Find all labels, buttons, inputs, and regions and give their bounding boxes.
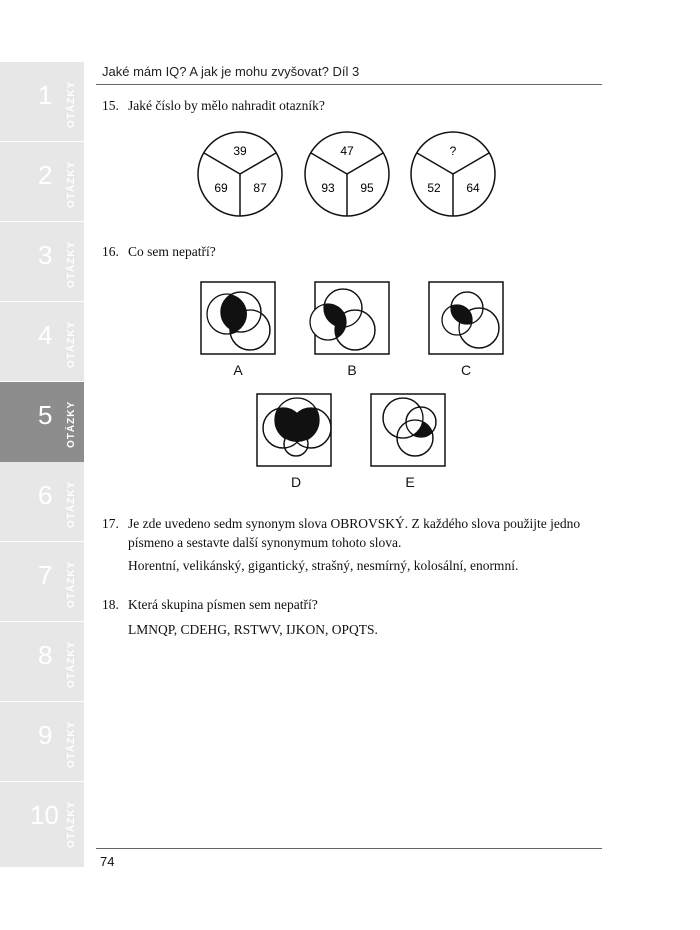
page-number: 74: [100, 854, 115, 869]
number-circles-figure: [195, 130, 505, 222]
circle-right-value: 87: [253, 181, 267, 195]
tab-label: OTÁZKY: [66, 640, 77, 688]
footer-divider: [96, 848, 602, 849]
tab-number: 6: [38, 480, 53, 510]
tab-3[interactable]: [0, 222, 84, 302]
question-15: [102, 96, 325, 116]
circle-top-value: ?: [449, 144, 457, 158]
venn-figure-d[interactable]: [257, 394, 331, 466]
tab-label: OTÁZKY: [66, 320, 77, 368]
tab-label: OTÁZKY: [66, 720, 77, 768]
tab-number: 8: [38, 640, 53, 670]
tab-label: OTÁZKY: [66, 80, 77, 128]
tab-7[interactable]: [0, 542, 84, 622]
tab-9[interactable]: [0, 702, 84, 782]
tab-number: 2: [38, 160, 53, 190]
figure-label-a: A: [233, 362, 243, 378]
number-circle-2: [305, 132, 389, 216]
tab-4[interactable]: [0, 302, 84, 382]
question-text-line-1: Je zde uvedeno sedm synonym slova OBROVSKÝ. Z každého slova použijte jedno: [128, 516, 581, 531]
circle-left-value: 93: [321, 181, 335, 195]
venn-figure-e[interactable]: [371, 394, 445, 466]
question-18-letter-groups: LMNQP, CDEHG, RSTWV, IJKON, OPQTS.: [128, 622, 378, 637]
tab-6[interactable]: [0, 462, 84, 542]
question-18: [102, 595, 318, 615]
tab-number: 3: [38, 240, 53, 270]
question-number: 17.: [102, 516, 119, 531]
question-17-words: Horentní, velikánský, gigantický, strašný, nesmírný, kolosální, enormní.: [128, 558, 519, 573]
venn-figure-b[interactable]: [310, 282, 389, 354]
chapter-tabs: [0, 62, 84, 867]
tab-label: OTÁZKY: [66, 240, 77, 288]
tab-10[interactable]: [0, 782, 84, 862]
circle-top-value: 39: [233, 144, 247, 158]
tab-label: OTÁZKY: [66, 560, 77, 608]
tab-label: OTÁZKY: [66, 480, 77, 528]
tab-label: OTÁZKY: [66, 800, 77, 848]
tab-1[interactable]: [0, 62, 84, 142]
question-text: Která skupina písmen sem nepatří?: [128, 597, 318, 612]
tab-number: 10: [30, 800, 59, 830]
tab-2[interactable]: [0, 142, 84, 222]
question-number: 18.: [102, 597, 119, 612]
question-text: Co sem nepatří?: [128, 244, 216, 259]
tab-number: 5: [38, 400, 53, 430]
figure-label-d: D: [290, 474, 302, 490]
question-17-line-2: písmeno a sestavte další synonymum tohoto slova.: [128, 535, 402, 550]
question-number: 15.: [102, 98, 119, 113]
tab-number: 4: [38, 320, 53, 350]
question-text: Jaké číslo by mělo nahradit otazník?: [128, 98, 325, 113]
tab-number: 9: [38, 720, 53, 750]
question-16: [102, 242, 216, 262]
venn-figure-a[interactable]: [201, 282, 275, 354]
circle-right-value: 95: [360, 181, 374, 195]
circle-right-value: 64: [466, 181, 480, 195]
circle-top-value: 47: [340, 144, 354, 158]
number-circle-1: [198, 132, 282, 216]
tab-number: 7: [38, 560, 53, 590]
number-circle-3: [411, 132, 495, 216]
figure-label-c: C: [460, 362, 472, 378]
question-17: [102, 514, 580, 534]
figure-label-e: E: [405, 474, 415, 490]
figure-label-b: B: [347, 362, 357, 378]
venn-figure-c[interactable]: [429, 282, 503, 354]
circle-left-value: 52: [427, 181, 441, 195]
running-header: Jaké mám IQ? A jak je mohu zvyšovat? Díl 3: [102, 64, 360, 79]
header-divider: [96, 84, 602, 85]
tab-label: OTÁZKY: [66, 160, 77, 208]
circle-left-value: 69: [214, 181, 228, 195]
tab-number: 1: [38, 80, 53, 110]
tab-8[interactable]: [0, 622, 84, 702]
tab-5[interactable]: [0, 382, 84, 462]
tab-label: OTÁZKY: [66, 400, 77, 448]
question-number: 16.: [102, 244, 119, 259]
